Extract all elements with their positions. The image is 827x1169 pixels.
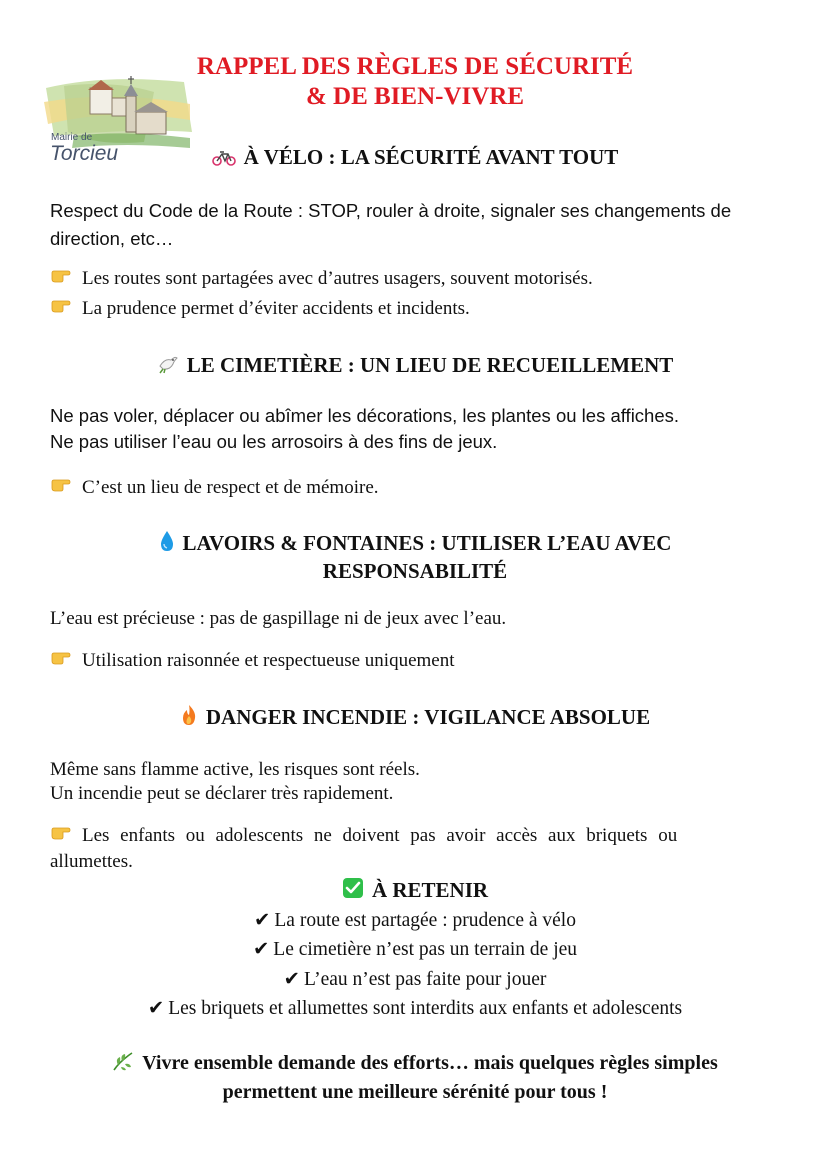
retain-item-3-text: L’eau n’est pas faite pour jouer: [303, 969, 547, 990]
bicycle-icon: [212, 146, 236, 172]
pointing-hand-icon: [50, 474, 70, 502]
section-title-velo: À VÉLO : LA SÉCURITÉ AVANT TOUT: [243, 145, 619, 169]
dove-icon: [157, 354, 179, 380]
retain-item-1: [60, 905, 770, 935]
retain-item-4-text: Les briquets et allumettes sont interdits aux enfants et adolescents: [168, 998, 683, 1019]
pointing-hand-icon: [50, 647, 70, 675]
title-line-1: RAPPEL DES RÈGLES DE SÉCURITÉ: [196, 53, 634, 80]
title-line-2: & DE BIEN-VIVRE: [305, 83, 525, 110]
closing-line-1: [60, 1050, 770, 1079]
section-heading-cimetiere: [60, 352, 770, 380]
velo-point-1: [50, 265, 777, 293]
section-heading-velo: [60, 144, 770, 172]
check-mark-icon: ✔: [147, 996, 165, 1019]
pointing-hand-icon: [50, 822, 70, 850]
velo-body-line-1: Respect du Code de la Route : STOP, rouler à droite, signaler ses changements de: [50, 200, 732, 221]
retain-item-4: [60, 993, 770, 1023]
leaf-icon: [112, 1051, 134, 1079]
check-mark-icon: ✔: [283, 967, 300, 990]
page-title: [110, 52, 720, 112]
closing-line-2-text: permettent une meilleure sérénité pour tous !: [222, 1081, 608, 1103]
section-title-lavoirs-1: LAVOIRS & FONTAINES : UTILISER L’EAU AVEC: [182, 531, 672, 555]
section-heading-incendie: [60, 704, 770, 732]
retain-item-2: [60, 934, 770, 964]
cimetiere-body-line-2: Ne pas utiliser l’eau ou les arrosoirs à des fins de jeux.: [50, 431, 498, 452]
section-heading-lavoirs: [60, 530, 770, 584]
lavoirs-body-line-1: L’eau est précieuse : pas de gaspillage ni de jeux avec l’eau.: [50, 608, 507, 629]
retain-item-3: [60, 964, 770, 994]
retain-item-2-text: Le cimetière n’est pas un terrain de jeu: [273, 939, 578, 960]
cimetiere-point-1-text: C’est un lieu de respect et de mémoire.: [82, 477, 379, 498]
pointing-hand-icon: [50, 265, 70, 293]
velo-body-line-2: direction, etc…: [50, 228, 174, 249]
closing-line-1-text: Vivre ensemble demande des efforts… mais quelques règles simples: [142, 1052, 718, 1074]
cimetiere-body-line-1: Ne pas voler, déplacer ou abîmer les décorations, les plantes ou les affiches.: [50, 405, 680, 426]
velo-point-2: [50, 295, 777, 323]
cimetiere-point-1: [50, 474, 777, 502]
check-mark-icon: ✔: [254, 908, 271, 931]
section-title-lavoirs-2: RESPONSABILITÉ: [322, 559, 508, 583]
check-mark-icon: ✔: [252, 937, 270, 960]
velo-point-2-text: La prudence permet d’éviter accidents et incidents.: [82, 298, 470, 319]
retain-item-1-text: La route est partagée : prudence à vélo: [274, 910, 576, 931]
check-box-icon: [342, 877, 364, 905]
logo-text-small: Mairie de: [51, 132, 93, 143]
logo-text-large: Torcieu: [50, 142, 119, 164]
retain-title: À RETENIR: [371, 878, 489, 902]
water-drop-icon: [159, 530, 175, 558]
closing-message: [60, 1050, 770, 1106]
lavoirs-point-1-text: Utilisation raisonnée et respectueuse uniquement: [82, 650, 455, 671]
retain-heading: [60, 877, 770, 905]
incendie-body-line-1: Même sans flamme active, les risques sont réels.: [50, 759, 420, 780]
lavoirs-title-line-1: [60, 530, 770, 558]
incendie-point-1-line-2: allumettes.: [50, 851, 133, 872]
incendie-point-1-line-1: [50, 822, 777, 850]
velo-point-1-text: Les routes sont partagées avec d’autres usagers, souvent motorisés.: [82, 268, 593, 289]
incendie-point-1-text-1: Les enfants ou adolescents ne doivent pas avoir accès aux briquets ou: [82, 825, 678, 846]
section-title-cimetiere: LE CIMETIÈRE : UN LIEU DE RECUEILLEMENT: [186, 353, 674, 377]
lavoirs-point-1: [50, 647, 777, 675]
section-title-incendie: DANGER INCENDIE : VIGILANCE ABSOLUE: [205, 705, 651, 729]
fire-icon: [180, 704, 198, 732]
pointing-hand-icon: [50, 295, 70, 323]
incendie-body-line-2: Un incendie peut se déclarer très rapidement.: [50, 783, 394, 804]
